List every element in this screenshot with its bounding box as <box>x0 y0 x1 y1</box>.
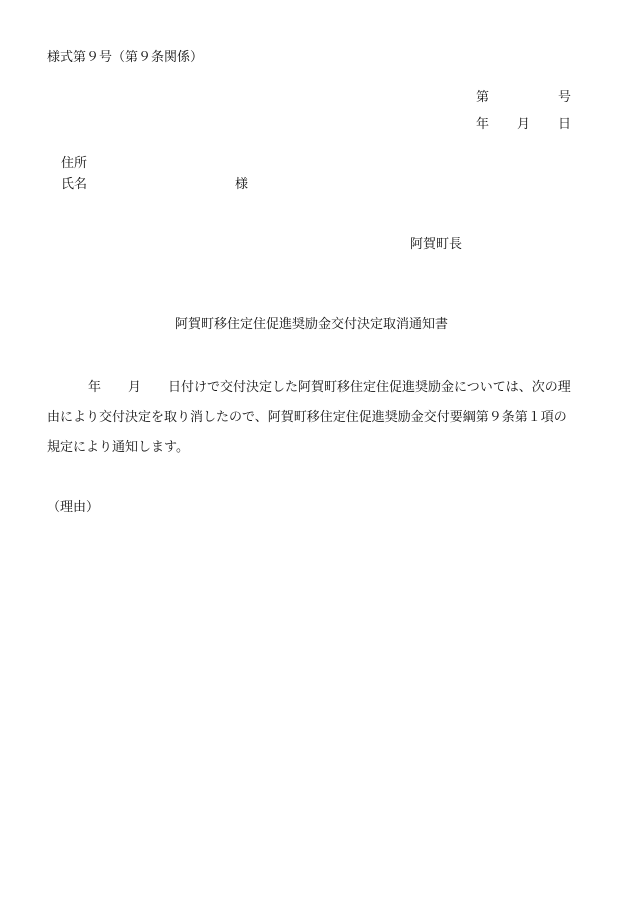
body-line-1-text: 日付けで交付決定した阿賀町移住定住促進奨励金については、次の理 <box>168 380 571 395</box>
body-month-label: 月 <box>128 380 142 395</box>
reason-label: （理由） <box>47 500 100 515</box>
doc-number-suffix: 号 <box>558 90 572 105</box>
issuer-name: 阿賀町長 <box>410 237 463 252</box>
body-line-3: 規定により通知します。 <box>47 440 189 455</box>
date-year-label: 年 <box>476 117 490 132</box>
date-month-label: 月 <box>517 117 531 132</box>
date-day-label: 日 <box>558 117 572 132</box>
document-title: 阿賀町移住定住促進奨励金交付決定取消通知書 <box>175 317 449 332</box>
recipient-address-label: 住所 <box>61 156 88 171</box>
body-line-2: 由により交付決定を取り消したので、阿賀町移住定住促進奨励金交付要綱第９条第１項の <box>47 410 567 425</box>
doc-number-prefix: 第 <box>476 90 490 105</box>
recipient-name-label: 氏名 <box>61 177 88 192</box>
recipient-honorific: 様 <box>235 177 249 192</box>
form-number: 様式第９号（第９条関係） <box>47 50 204 65</box>
body-line-1 <box>47 381 571 394</box>
body-year-label: 年 <box>88 380 102 395</box>
